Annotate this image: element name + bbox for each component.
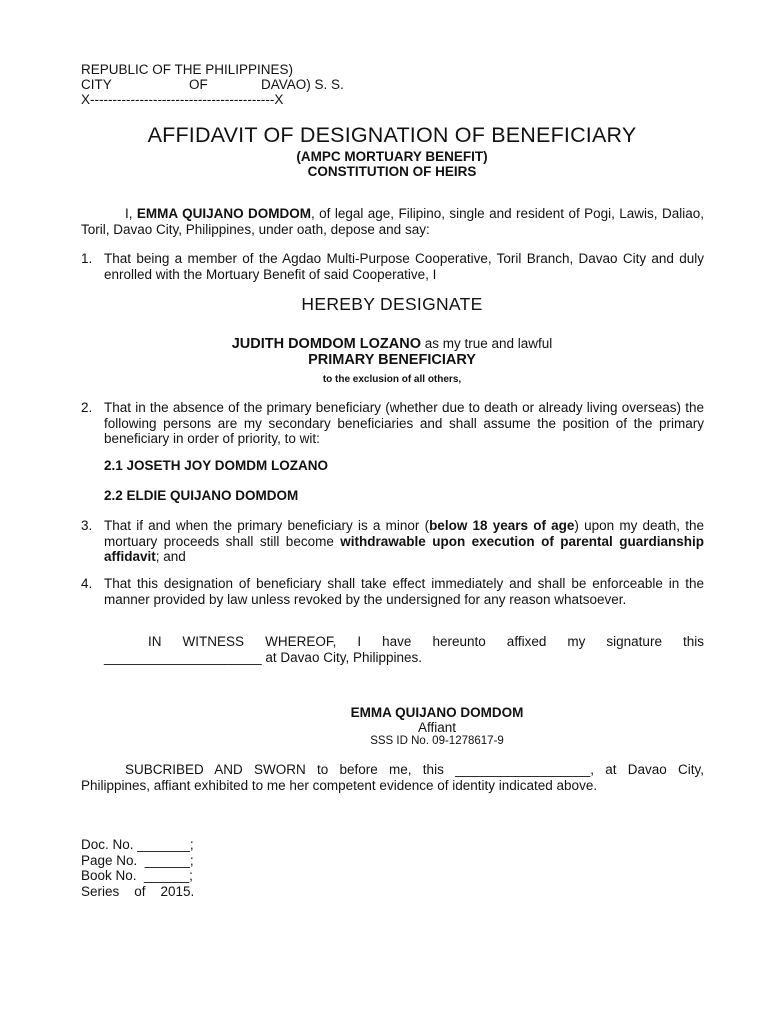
- notary-doc-no: Doc. No. _______;: [81, 837, 194, 852]
- caption-city: CITY: [81, 77, 112, 92]
- caption-city-row: [81, 77, 344, 92]
- caption-of: OF: [189, 77, 208, 92]
- secondary-beneficiary-1: 2.1 JOSETH JOY DOMDM LOZANO: [104, 458, 329, 473]
- paragraph-1-number: 1.: [81, 251, 93, 266]
- jurat-line-2: Philippines, affiant exhibited to me her competent evidence of identity indicated above.: [81, 778, 598, 793]
- paragraph-1: [81, 251, 704, 282]
- paragraph-3-age-clause: below 18 years of age: [429, 518, 575, 533]
- caption-divider: X-----------------------------------------X: [81, 92, 284, 107]
- caption-davao: DAVAO) S. S.: [261, 77, 344, 92]
- intro-affiant-name: EMMA QUIJANO DOMDOM: [136, 206, 311, 221]
- witness-line-2: _____________________ at Davao City, Philippines.: [104, 650, 422, 665]
- primary-beneficiary-name: JUDITH DOMDOM LOZANO: [231, 336, 421, 352]
- exclusion-note: to the exclusion of all others,: [322, 374, 462, 385]
- paragraph-3-withdrawable-clause: withdrawable upon execution of parental guardianship affidavit: [104, 533, 704, 564]
- paragraph-4: [81, 576, 704, 607]
- secondary-beneficiary-2: 2.2 ELDIE QUIJANO DOMDOM: [104, 488, 299, 503]
- paragraph-3: [81, 518, 704, 565]
- paragraph-2: [81, 400, 704, 447]
- affiant-name: EMMA QUIJANO DOMDOM: [350, 705, 524, 720]
- paragraph-3-part1: That if and when the primary beneficiary is a minor (: [104, 518, 430, 533]
- paragraph-1-text: That being a member of the Agdao Multi-Purpose Cooperative, Toril Branch, Davao City and duly enrolled with the Mortuary Benefit of said Cooperative, I: [104, 251, 704, 282]
- venue-caption: [81, 62, 344, 107]
- primary-beneficiary-line: [0, 336, 768, 352]
- paragraph-2-number: 2.: [81, 400, 93, 415]
- paragraph-3-text: [104, 518, 704, 565]
- jurat-line-1: SUBCRIBED AND SWORN to before me, this __________________, at Davao City,: [125, 762, 704, 777]
- paragraph-4-text: That this designation of beneficiary shall take effect immediately and shall be enforceable in the manner provided by law unless revoked by the undersigned for any reason whatsoever.: [104, 576, 704, 607]
- primary-beneficiary-role: PRIMARY BENEFICIARY: [308, 352, 476, 368]
- caption-republic: REPUBLIC OF THE PHILIPPINES): [81, 62, 294, 77]
- paragraph-3-part3: ; and: [155, 549, 186, 564]
- witness-clause: [104, 634, 704, 666]
- paragraph-2-text: That in the absence of the primary beneficiary (whether due to death or already living overseas) the following persons are my secondary beneficiaries and shall assume the position of the primary beneficiary in order of priority, to wit:: [104, 400, 704, 446]
- document-subtitle-mortuary: (AMPC MORTUARY BENEFIT): [296, 149, 488, 164]
- paragraph-4-number: 4.: [81, 576, 93, 591]
- document-subtitle-heirs: CONSTITUTION OF HEIRS: [307, 164, 477, 179]
- intro-prefix: I,: [125, 206, 137, 221]
- notary-series: Series of 2015.: [81, 883, 195, 899]
- primary-beneficiary-suffix: as my true and lawful: [420, 336, 553, 351]
- document-title: AFFIDAVIT OF DESIGNATION OF BENEFICIARY: [147, 123, 637, 147]
- notary-book-no: Book No. ______;: [81, 868, 193, 883]
- affiant-role: Affiant: [417, 720, 457, 735]
- notarial-register: [81, 837, 194, 899]
- jurat-clause: [81, 762, 704, 794]
- paragraph-3-part2: ) upon my death, the mortuary proceeds shall still become: [104, 518, 705, 549]
- affiant-id-number: SSS ID No. 09-1278617-9: [370, 735, 504, 747]
- intro-paragraph: [81, 206, 704, 237]
- notary-page-no: Page No. ______;: [81, 852, 194, 868]
- hereby-designate-heading: HEREBY DESIGNATE: [301, 294, 483, 314]
- witness-line-1: IN WITNESS WHEREOF, I have hereunto affixed my signature this: [148, 634, 704, 649]
- paragraph-3-number: 3.: [81, 518, 93, 533]
- intro-rest: , of legal age, Filipino, single and resident of Pogi, Lawis, Daliao, Toril, Davao City, Philippines, under oath, depose and say:: [81, 206, 704, 237]
